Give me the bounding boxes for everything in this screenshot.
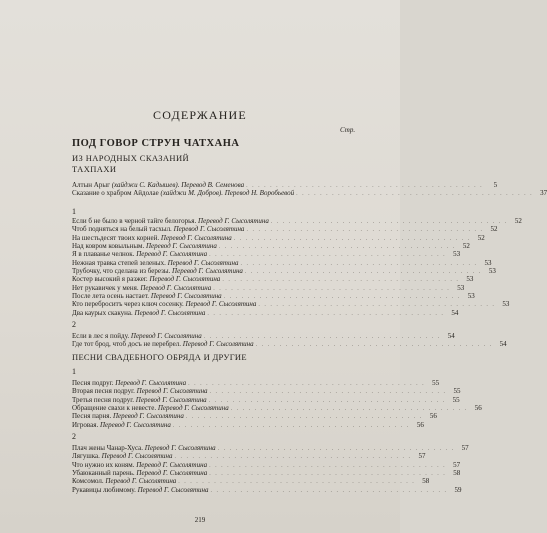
toc-entry-page: 57 [418, 452, 426, 461]
toc-entry-page: 52 [477, 233, 485, 242]
toc-entry-page: 56 [474, 404, 482, 413]
group-number-2: 2 [72, 320, 76, 329]
toc-entry [72, 283, 465, 292]
toc-entry [72, 292, 475, 301]
dot-leader: . . . . . . . . . . . . . . . . . . . . . . . . . . . . . . . . . . . . . . . . [209, 471, 447, 478]
dot-leader: . . . . . . . . . . . . . . . . . . . . . . . . . . . . . . . . . . . . . . . . [255, 342, 493, 349]
toc-entry-title [72, 300, 256, 308]
dot-leader: . . . . . . . . . . . . . . . . . . . . . . . . . . . . . . . . . . . . . . . . [246, 183, 484, 189]
dot-leader: . . . . . . . . . . . . . . . . . . . . . . . . . . . . . . . . . . . . . . . . [207, 310, 445, 317]
dot-leader: . . . . . . . . . . . . . . . . . . . . . . . . . . . . . . . . . . . . . . . . [209, 389, 447, 396]
dot-leader: . . . . . . . . . . . . . . . . . . . . . . . . . . . . . . . . . . . . . . . . [213, 285, 451, 292]
toc-entry-text: Костер высокий я разжег. [72, 275, 148, 284]
toc-entry-title [72, 469, 207, 477]
toc-entry-text: Убаюканный парень. [72, 469, 135, 478]
toc-entry [72, 332, 455, 340]
toc-entry-page: 56 [416, 420, 424, 429]
toc-entry-title [72, 234, 232, 242]
toc-entry-title [72, 309, 205, 317]
dot-leader: . . . . . . . . . . . . . . . . . . . . . . . . . . . . . . . . . . . . . . . . [230, 406, 468, 413]
toc-entry-text: На шестьдесят твоих корней. [72, 233, 160, 242]
toc-entry-page: 57 [461, 444, 469, 452]
toc-entry-title [72, 259, 238, 267]
toc-entry-page: 59 [454, 485, 462, 494]
toc-entry-translator: Перевод Г. Сысолятина [135, 395, 207, 404]
toc-entry [72, 300, 510, 309]
dot-leader: . . . . . . . . . . . . . . . . . . . . . . . . . . . . . . . . . . . . . . . . [178, 479, 416, 486]
toc-entry-translator: Перевод Г. Сысолятина [136, 387, 208, 396]
dot-leader: . . . . . . . . . . . . . . . . . . . . . . . . . . . . . . . . . . . . . . . . [174, 454, 412, 461]
toc-entry-translator: Перевод Г. Сысолятина [198, 217, 269, 225]
toc-entry-text: Если б не было в черной тайге белогорья. [72, 217, 197, 225]
toc-group-1 [72, 217, 522, 317]
toc-entry-page: 52 [462, 242, 470, 251]
toc-entry-translator: Перевод Г. Сысолятина [115, 379, 187, 387]
toc-entry-translator: Перевод Г. Сысолятина [136, 469, 208, 478]
page-title: СОДЕРЖАНИЕ [153, 108, 247, 122]
dot-leader: . . . . . . . . . . . . . . . . . . . . . . . . . . . . . . . . . . . . . . . . [185, 414, 423, 421]
subheading-folk-tales: ИЗ НАРОДНЫХ СКАЗАНИЙ [72, 153, 190, 163]
toc-entry-translator: Перевод Г. Сысолятина [149, 275, 221, 284]
toc-entry-page: 5 [493, 181, 498, 189]
toc-entry-translator: Перевод Г. Сысолятина [112, 412, 184, 421]
toc-entry [72, 412, 437, 421]
toc-entry-title [72, 452, 173, 460]
toc-entry-text: Нет рукавичек у меня. [72, 283, 139, 292]
toc-entry-page: 53 [457, 283, 465, 292]
dot-leader: . . . . . . . . . . . . . . . . . . . . . . . . . . . . . . . . . . . . . . . . [218, 244, 456, 251]
toc-entry-page: 53 [502, 300, 510, 309]
toc-entry-title [72, 250, 207, 258]
dot-leader: . . . . . . . . . . . . . . . . . . . . . . . . . . . . . . . . . . . . . . . . [244, 269, 482, 276]
toc-entry-page: 54 [451, 308, 459, 317]
dot-leader: . . . . . . . . . . . . . . . . . . . . . . . . . . . . . . . . . . . . . . . . [172, 422, 410, 429]
group-number-1: 1 [72, 207, 76, 216]
toc-entry-text: Два каурых скакуна. [72, 308, 133, 317]
toc-entry-text: Плач жены Чанар-Хуса. [72, 444, 144, 452]
toc-entry-text: Если в лес я пойду. [72, 332, 130, 340]
toc-group-3 [72, 379, 482, 429]
toc-entry-translator: Перевод Г. Сысолятина [185, 300, 257, 309]
toc-entry-text: Кто переброситъ через ключ сосенку. [72, 300, 184, 309]
toc-entry-page: 57 [453, 460, 461, 469]
toc-entry-title [72, 404, 229, 412]
toc-entry-title [72, 181, 244, 189]
toc-entry-translator: Перевод Г. Сысолятина [157, 404, 229, 413]
toc-entry-translator: Перевод Г. Сысолятина [146, 242, 217, 251]
dot-leader: . . . . . . . . . . . . . . . . . . . . . . . . . . . . . . . . . . . . . . . . [258, 302, 496, 309]
toc-entry-text: Что нужно их коням. [72, 460, 135, 469]
dot-leader: . . . . . . . . . . . . . . . . . . . . . . . . . . . . . . . . . . . . . . . . [188, 381, 426, 387]
toc-entry-title [72, 387, 208, 395]
toc-entry-title [72, 461, 207, 469]
toc-entry-title [72, 477, 176, 485]
toc-entry [72, 242, 470, 251]
toc-entry-title [72, 284, 211, 292]
toc-entry-translator: Перевод Г. Сысолятина [172, 267, 243, 276]
toc-entry-title [72, 486, 208, 494]
toc-entry [72, 217, 522, 225]
toc-entry-page: 52 [514, 217, 522, 225]
toc-entry-page: 55 [453, 387, 461, 396]
toc-entry-page: 52 [490, 225, 498, 234]
section-heading-2: ПЕСНИ СВАДЕБНОГО ОБРЯДА И ДРУГИЕ [72, 352, 247, 362]
subheading-tahpahi: ТАХПАХИ [72, 164, 117, 174]
toc-entry-translator: Перевод Г. Сысолятина [130, 332, 202, 340]
dot-leader: . . . . . . . . . . . . . . . . . . . . . . . . . . . . . . . . . . . . . . . . [217, 446, 455, 452]
toc-entry-title [72, 225, 244, 233]
toc-entry-translator: Перевод Г. Сысолятина [136, 460, 208, 469]
toc-entry-title [72, 444, 216, 452]
toc-entry [72, 225, 498, 234]
toc-entry [72, 233, 485, 242]
dot-leader: . . . . . . . . . . . . . . . . . . . . . . . . . . . . . . . . . . . . . . . . [209, 252, 447, 259]
toc-entry-text: Где тот брод, чтоб досъ не перебрел. [72, 340, 182, 349]
toc-entry-translator: (хайджи С. Кадышев). Перевод В. Семенова [111, 181, 245, 189]
toc-entry-text: Нежная травка степей зеленых. [72, 258, 166, 267]
toc-entry-title [72, 412, 184, 420]
toc-entry [72, 420, 424, 429]
toc-entry [72, 460, 461, 469]
toc-entry-text: Сказание о храбром Айдолае [72, 189, 159, 198]
toc-entry [72, 340, 507, 349]
toc-entry-translator: Перевод Г. Сысолятина [101, 452, 173, 461]
toc-entry-title [72, 421, 171, 429]
toc-entry [72, 404, 482, 413]
toc-entry-translator: Перевод Г. Сысолятина [167, 258, 239, 267]
section-heading-1: ПОД ГОВОР СТРУН ЧАТХАНА [72, 138, 240, 149]
toc-entry-translator: (хайджи М. Добров). Перевод Н. Воробьевой [160, 189, 295, 198]
group-number-4: 2 [72, 432, 76, 441]
toc-entry-translator: Перевод Г. Сысолятина [150, 292, 222, 301]
dot-leader: . . . . . . . . . . . . . . . . . . . . . . . . . . . . . . . . . . . . . . . . [210, 487, 448, 494]
toc-entry-text: Комсомол. [72, 477, 104, 486]
toc-entry-text: Обращение свахи к невесте. [72, 404, 157, 413]
toc-entry [72, 379, 440, 387]
toc-entry-translator: Перевод Г. Сысолятина [140, 283, 212, 292]
toc-entry-translator: Перевод Г. Сысолятина [144, 444, 216, 452]
toc-group-4 [72, 444, 469, 494]
toc-entry-page: 56 [429, 412, 437, 421]
page-number: 219 [194, 516, 206, 524]
toc-entry-translator: Перевод Г. Сысолятина [160, 233, 232, 242]
toc-entry [72, 275, 474, 284]
toc-entry-translator: Перевод Г. Сысолятина [136, 250, 208, 259]
dot-leader: . . . . . . . . . . . . . . . . . . . . . . . . . . . . . . . . . . . . . . . . [296, 191, 534, 198]
toc-entry-text: Игровая. [72, 420, 99, 429]
toc-entry-title [72, 340, 254, 348]
toc-entry-text: Алтын Арыг [72, 181, 110, 189]
toc-entry-page: 53 [466, 275, 474, 284]
toc-entry-text: Песня подруг. [72, 379, 114, 387]
toc-entry-page: 55 [432, 379, 440, 387]
toc-entry [72, 387, 461, 396]
toc-entry-page: 54 [447, 332, 455, 340]
toc-entry [72, 267, 496, 276]
pages-column-label: Стр. [340, 126, 356, 134]
dot-leader: . . . . . . . . . . . . . . . . . . . . . . . . . . . . . . . . . . . . . . . . [270, 219, 508, 225]
toc-entry-page: 53 [467, 292, 475, 301]
toc-entry-text: Трубочку, что сделана из березы. [72, 267, 171, 276]
dot-leader: . . . . . . . . . . . . . . . . . . . . . . . . . . . . . . . . . . . . . . . . [233, 235, 471, 242]
toc-entry-translator: Перевод Г. Сысолятина [105, 477, 177, 486]
toc-entry-translator: Перевод Г. Сысолятина [182, 340, 254, 349]
toc-entry-page: 37 [540, 189, 547, 198]
toc-entry-page: 53 [488, 267, 496, 276]
dot-leader: . . . . . . . . . . . . . . . . . . . . . . . . . . . . . . . . . . . . . . . . [222, 277, 460, 284]
toc-entry [72, 189, 547, 198]
toc-entry-text: Вторая песня подруг. [72, 387, 135, 396]
toc-entry [72, 395, 460, 404]
group-number-3: 1 [72, 367, 76, 376]
toc-group-tales [72, 181, 547, 198]
dot-leader: . . . . . . . . . . . . . . . . . . . . . . . . . . . . . . . . . . . . . . . . [223, 294, 461, 301]
toc-entry-text: Лягушка. [72, 452, 100, 461]
toc-entry-title [72, 189, 294, 197]
toc-entry-title [72, 332, 202, 340]
toc-entry [72, 452, 426, 461]
toc-entry-page: 53 [484, 258, 492, 267]
toc-entry-page: 54 [499, 340, 507, 349]
toc-entry-page: 58 [422, 477, 430, 486]
toc-group-2 [72, 332, 507, 349]
toc-entry [72, 308, 459, 317]
toc-entry-page: 53 [453, 250, 461, 259]
toc-entry-page: 55 [452, 395, 460, 404]
toc-entry [72, 485, 462, 494]
dot-leader: . . . . . . . . . . . . . . . . . . . . . . . . . . . . . . . . . . . . . . . . [208, 397, 446, 404]
toc-entry-text: После лета осень настает. [72, 292, 150, 301]
toc-entry-title [72, 396, 207, 404]
toc-entry-text: Чтоб подняться на белый тасхыл. [72, 225, 172, 234]
toc-entry-text: Над ковром ковыльным. [72, 242, 145, 251]
toc-entry-translator: Перевод Г. Сысолятина [99, 420, 171, 429]
toc-entry-title [72, 379, 186, 387]
dot-leader: . . . . . . . . . . . . . . . . . . . . . . . . . . . . . . . . . . . . . . . . [209, 462, 447, 469]
toc-entry-title [72, 242, 217, 250]
toc-entry [72, 250, 461, 259]
toc-entry-translator: Перевод Г. Сысолятина [173, 225, 245, 234]
toc-entry-page: 58 [453, 469, 461, 478]
dot-leader: . . . . . . . . . . . . . . . . . . . . . . . . . . . . . . . . . . . . . . . . [240, 260, 478, 267]
toc-entry-text: Третья песня подруг. [72, 395, 135, 404]
toc-entry-text: Песня парня. [72, 412, 112, 421]
toc-entry-text: Рукавицы любимому. [72, 485, 136, 494]
toc-entry-title [72, 292, 222, 300]
toc-entry [72, 469, 461, 478]
toc-entry-text: Я в плаванье челнок. [72, 250, 135, 259]
toc-entry-title [72, 275, 220, 283]
toc-entry [72, 444, 469, 452]
toc-entry [72, 477, 430, 486]
toc-entry-translator: Перевод Г. Сысолятина [134, 308, 206, 317]
toc-entry-title [72, 217, 269, 225]
toc-entry-title [72, 267, 243, 275]
dot-leader: . . . . . . . . . . . . . . . . . . . . . . . . . . . . . . . . . . . . . . . . [246, 227, 484, 234]
toc-entry-translator: Перевод Г. Сысолятина [137, 485, 209, 494]
dot-leader: . . . . . . . . . . . . . . . . . . . . . . . . . . . . . . . . . . . . . . . . [203, 334, 441, 340]
toc-entry [72, 181, 498, 189]
toc-entry [72, 258, 492, 267]
